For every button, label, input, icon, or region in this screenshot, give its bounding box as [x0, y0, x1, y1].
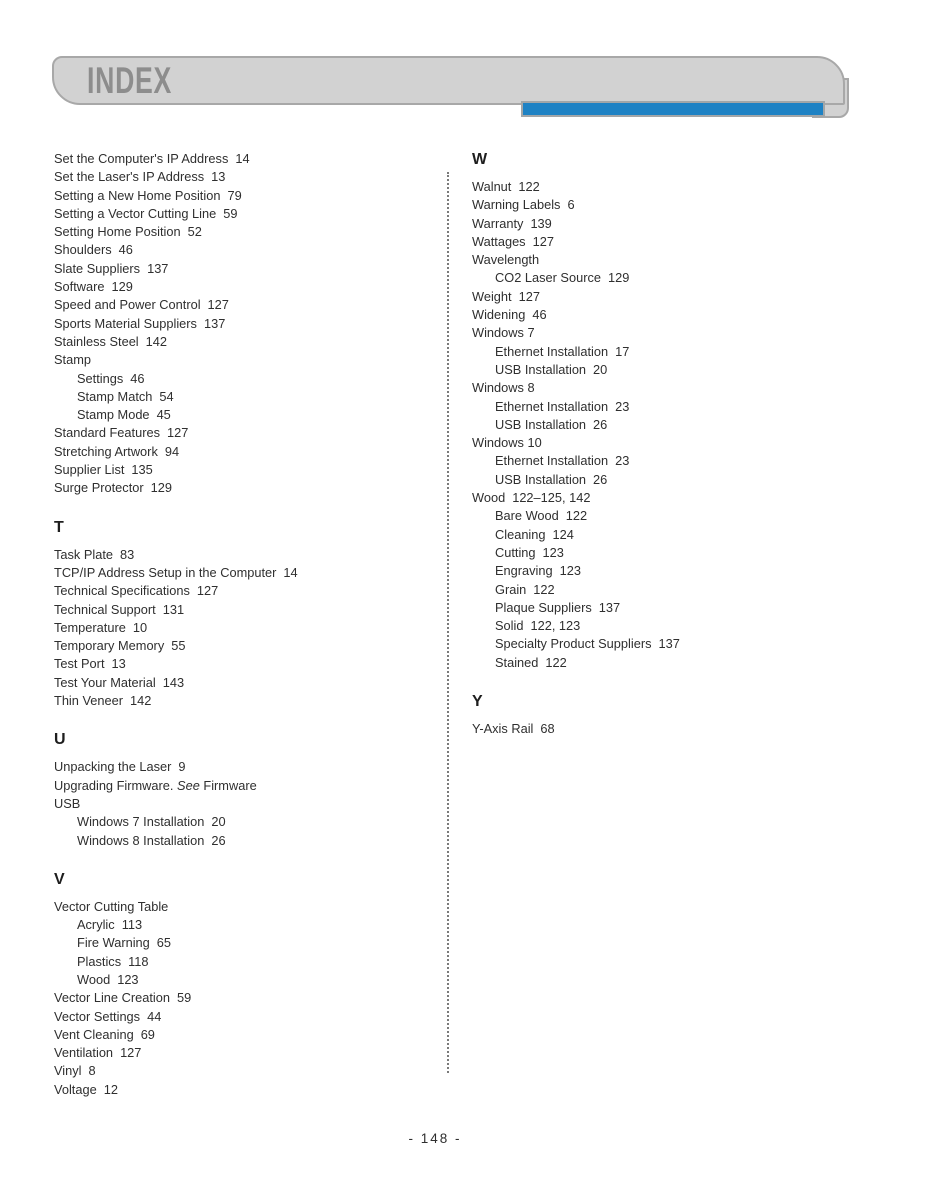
- entry-label: Weight: [472, 288, 512, 304]
- index-section: [54, 730, 424, 849]
- page-footer: [0, 1131, 870, 1146]
- index-entry: [54, 1008, 424, 1026]
- entry-label: Ethernet Installation: [495, 398, 609, 414]
- entry-page-number: 20: [593, 361, 608, 377]
- section-letter-heading: U: [54, 731, 66, 749]
- index-entry: [472, 720, 852, 738]
- entry-label: Software: [54, 279, 105, 295]
- entry-page-number: 20: [211, 814, 226, 830]
- section-letter-heading: W: [472, 151, 488, 168]
- see-reference: See: [177, 777, 200, 793]
- entry-page-number: 23: [615, 398, 630, 414]
- index-entry: [54, 898, 424, 916]
- entry-label: Windows 8: [472, 380, 535, 396]
- entry-page-number: 129: [111, 279, 133, 295]
- section-letter-heading: Y: [472, 693, 483, 711]
- index-entry: [54, 260, 424, 278]
- entry-label: Bare Wood: [495, 508, 559, 524]
- entry-page-number: 6: [567, 197, 575, 213]
- index-entry: [472, 617, 852, 635]
- index-entry: [54, 388, 424, 406]
- entry-page-number: 142: [145, 333, 168, 349]
- entry-page-number: 127: [167, 425, 189, 441]
- entry-label: Setting Home Position: [54, 224, 181, 240]
- entry-page-number: 46: [118, 242, 133, 258]
- entry-page-number: 8: [88, 1063, 96, 1079]
- index-section: [472, 692, 852, 738]
- entry-label: Speed and Power Control: [54, 297, 201, 313]
- entry-page-number: 59: [223, 205, 238, 221]
- index-entry: [54, 601, 424, 619]
- entry-page-number: 127: [518, 288, 540, 304]
- section-letter-heading: T: [54, 518, 64, 536]
- index-entry: [54, 1062, 424, 1080]
- index-section: [472, 150, 852, 672]
- index-section: [54, 870, 424, 1099]
- entry-page-number: 113: [121, 917, 143, 933]
- index-entry: [54, 619, 424, 637]
- index-column-left: [54, 150, 424, 1099]
- entry-page-number: 123: [117, 971, 139, 987]
- index-section: [54, 518, 424, 711]
- entry-page-number: 46: [532, 307, 547, 323]
- index-entry: [472, 324, 852, 342]
- entry-label: Windows 7: [472, 325, 535, 341]
- entry-page-number: 131: [162, 601, 185, 617]
- entry-label: Warranty: [472, 215, 524, 231]
- entry-page-number: 46: [130, 370, 145, 386]
- entry-label: Unpacking the Laser: [54, 759, 172, 775]
- page-number: - 148 -: [408, 1131, 462, 1146]
- entry-label: Plastics: [77, 953, 122, 969]
- entry-page-number: 123: [542, 544, 564, 560]
- entry-page-number: 65: [156, 935, 172, 951]
- entry-page-number: 13: [211, 169, 226, 185]
- entry-page-number: 69: [140, 1026, 155, 1042]
- entry-page-number: 122: [533, 581, 555, 597]
- entry-page-number: 129: [150, 480, 172, 496]
- index-entry: [54, 223, 424, 241]
- index-entry: [472, 233, 852, 251]
- entry-label: Set the Laser's IP Address: [54, 169, 205, 185]
- entry-label: Settings: [77, 370, 124, 386]
- entry-page-number: 122: [545, 654, 567, 670]
- entry-label: Y-Axis Rail: [472, 721, 534, 737]
- entry-label: Grain: [495, 581, 527, 597]
- entry-label: Stainless Steel: [54, 333, 139, 349]
- entry-label: Stamp: [54, 352, 91, 368]
- entry-label: Vent Cleaning: [54, 1026, 134, 1042]
- index-entry: [54, 832, 424, 850]
- index-entry: [54, 564, 424, 582]
- index-entry: [54, 637, 424, 655]
- index-entry: [472, 526, 852, 544]
- entry-label: Vector Settings: [54, 1008, 141, 1024]
- index-entry: [54, 582, 424, 600]
- entry-label: USB Installation: [495, 361, 587, 377]
- entry-page-number: 14: [283, 564, 298, 580]
- entry-page-number: 129: [607, 270, 630, 286]
- entry-label: Stained: [495, 654, 539, 670]
- index-entry: [54, 241, 424, 259]
- entry-page-number: 135: [131, 462, 153, 478]
- entry-page-number: 17: [615, 343, 630, 359]
- entry-page-number: 127: [120, 1045, 142, 1061]
- entry-label: Engraving: [495, 563, 553, 579]
- entry-page-number: 137: [598, 599, 621, 615]
- index-entry: [472, 599, 852, 617]
- entry-page-number: 127: [207, 297, 229, 313]
- entry-page-number: 124: [552, 526, 574, 542]
- entry-page-number: 54: [159, 388, 174, 404]
- entry-label: Vector Line Creation: [54, 990, 170, 1006]
- entry-label: Vector Cutting Table: [54, 898, 169, 914]
- entry-label: Acrylic: [77, 917, 115, 933]
- index-entry: [54, 406, 424, 424]
- entry-page-number: 26: [211, 832, 226, 848]
- index-entry: [472, 471, 852, 489]
- entry-label: CO2 Laser Source: [495, 270, 601, 286]
- index-entry: [472, 434, 852, 452]
- entry-label: Fire Warning: [77, 935, 150, 951]
- entry-page-number: 94: [164, 443, 180, 459]
- index-header: [52, 56, 845, 105]
- index-entry: [472, 562, 852, 580]
- index-entry: [54, 296, 424, 314]
- entry-label: TCP/IP Address Setup in the Computer: [54, 564, 277, 580]
- entry-label: Solid: [495, 618, 524, 634]
- page-title: INDEX: [87, 59, 173, 101]
- entry-page-number: 137: [203, 315, 226, 331]
- index-entry: [54, 333, 424, 351]
- index-entry: [54, 1044, 424, 1062]
- index-entry: [472, 306, 852, 324]
- entry-label: Technical Support: [54, 601, 156, 617]
- entry-label: Standard Features: [54, 425, 160, 441]
- entry-label: Test Your Material: [54, 674, 156, 690]
- index-entry: [54, 934, 424, 952]
- entry-label: Sports Material Suppliers: [54, 315, 197, 331]
- entry-label: Thin Veneer: [54, 693, 124, 709]
- index-entry: [54, 168, 424, 186]
- entry-label: Walnut: [472, 179, 512, 194]
- index-entry: [472, 452, 852, 470]
- entry-label: Stamp Mode: [77, 407, 150, 423]
- entry-label: Setting a Vector Cutting Line: [54, 205, 217, 221]
- entry-page-number: 52: [187, 224, 202, 240]
- entry-label: USB Installation: [495, 416, 587, 432]
- entry-label: Setting a New Home Position: [54, 187, 221, 203]
- index-entry: [54, 1081, 424, 1099]
- entry-label: Wattages: [472, 233, 526, 249]
- index-entry: [54, 813, 424, 831]
- index-entry: [54, 795, 424, 813]
- entry-page-number: 79: [227, 187, 242, 203]
- entry-page-number: 59: [176, 990, 192, 1006]
- index-column-right: [472, 150, 852, 738]
- index-entry: [54, 315, 424, 333]
- index-entry: [54, 1026, 424, 1044]
- index-entry: [472, 398, 852, 416]
- index-entry: [54, 655, 424, 673]
- entry-label: Cleaning: [495, 526, 546, 542]
- index-entry: [54, 989, 424, 1007]
- index-entry: [472, 361, 852, 379]
- index-entry: [54, 443, 424, 461]
- index-entry: [54, 953, 424, 971]
- entry-page-number: 122: [565, 508, 588, 524]
- index-entry: [54, 370, 424, 388]
- index-entry: [54, 674, 424, 692]
- entry-page-number: 143: [162, 674, 185, 690]
- entry-page-number: 122: [518, 179, 540, 194]
- entry-page-number: 142: [130, 693, 152, 709]
- entry-label: Windows 10: [472, 435, 542, 451]
- entry-label: Upgrading Firmware. See Firmware: [54, 777, 257, 793]
- index-entry: [472, 251, 852, 269]
- index-entry: [54, 916, 424, 934]
- index-entry: [54, 187, 424, 205]
- entry-label: Task Plate: [54, 546, 114, 562]
- entry-label: Shoulders: [54, 242, 112, 258]
- entry-page-number: 137: [658, 636, 680, 652]
- entry-page-number: 44: [147, 1008, 162, 1024]
- header-accent-bar: [521, 101, 825, 117]
- entry-page-number: 9: [178, 759, 186, 775]
- entry-label: Warning Labels: [472, 197, 561, 213]
- entry-page-number: 123: [559, 563, 581, 579]
- entry-page-number: 122, 123: [530, 618, 581, 634]
- entry-page-number: 83: [120, 546, 135, 562]
- entry-label: Temporary Memory: [54, 638, 165, 654]
- index-entry: [472, 215, 852, 233]
- entry-page-number: 122–125, 142: [512, 490, 591, 506]
- entry-page-number: 55: [171, 638, 186, 654]
- entry-page-number: 23: [615, 453, 630, 469]
- entry-label: Supplier List: [54, 462, 125, 478]
- entry-page-number: 139: [530, 215, 552, 231]
- index-entry: [54, 777, 424, 795]
- entry-label: Slate Suppliers: [54, 260, 141, 276]
- index-entry: [54, 758, 424, 776]
- entry-page-number: 45: [156, 407, 171, 423]
- entry-label: Wavelength: [472, 252, 540, 268]
- index-entry: [54, 205, 424, 223]
- entry-label: Windows 8 Installation: [77, 832, 205, 848]
- index-entry: [472, 178, 852, 196]
- index-entry: [54, 278, 424, 296]
- entry-label: Stamp Match: [77, 388, 153, 404]
- index-entry: [472, 379, 852, 397]
- entry-label: Technical Specifications: [54, 583, 190, 599]
- entry-page-number: 127: [532, 233, 554, 249]
- index-entry: [472, 489, 852, 507]
- entry-page-number: 13: [111, 656, 126, 672]
- entry-page-number: 10: [132, 619, 148, 635]
- index-entry: [54, 971, 424, 989]
- entry-page-number: 26: [593, 471, 608, 487]
- index-entry: [472, 343, 852, 361]
- entry-label: Cutting: [495, 544, 536, 560]
- index-entry: [54, 461, 424, 479]
- index-entry: [472, 196, 852, 214]
- column-divider: [447, 172, 449, 1073]
- index-entry: [472, 654, 852, 672]
- entry-label: Windows 7 Installation: [77, 814, 205, 830]
- entry-label: Wood: [77, 971, 111, 987]
- entry-label: Ethernet Installation: [495, 343, 609, 359]
- index-entry: [54, 546, 424, 564]
- entry-label: Wood: [472, 490, 506, 506]
- entry-label: Surge Protector: [54, 480, 144, 496]
- entry-label: Ethernet Installation: [495, 453, 609, 469]
- entry-label: USB: [54, 795, 81, 811]
- entry-label: Widening: [472, 307, 526, 323]
- entry-page-number: 14: [235, 151, 250, 166]
- index-entry: [54, 351, 424, 369]
- entry-label: Temperature: [54, 619, 126, 635]
- entry-label: Plaque Suppliers: [495, 599, 592, 615]
- entry-page-number: 137: [147, 260, 169, 276]
- index-entry: [54, 479, 424, 497]
- entry-label: Test Port: [54, 656, 105, 672]
- entry-page-number: 26: [593, 416, 608, 432]
- entry-label: Voltage: [54, 1081, 97, 1097]
- index-entry: [472, 507, 852, 525]
- index-entry: [472, 544, 852, 562]
- entry-page-number: 127: [196, 583, 219, 599]
- index-entry: [54, 692, 424, 710]
- entry-page-number: 12: [103, 1081, 118, 1097]
- entry-page-number: 118: [128, 953, 149, 969]
- index-entry: [472, 635, 852, 653]
- index-entry: [472, 581, 852, 599]
- section-letter-heading: V: [54, 870, 65, 888]
- entry-label: Stretching Artwork: [54, 443, 158, 459]
- index-entry: [472, 288, 852, 306]
- entry-label: Specialty Product Suppliers: [495, 636, 652, 652]
- index-entry: [54, 424, 424, 442]
- index-entry: [472, 269, 852, 287]
- index-entry: [54, 150, 424, 168]
- entry-label: USB Installation: [495, 471, 587, 487]
- entry-page-number: 68: [540, 721, 555, 737]
- entry-label: Set the Computer's IP Address: [54, 151, 229, 166]
- index-section: [54, 150, 424, 498]
- entry-label: Vinyl: [54, 1063, 82, 1079]
- entry-label: Ventilation: [54, 1045, 114, 1061]
- index-entry: [472, 416, 852, 434]
